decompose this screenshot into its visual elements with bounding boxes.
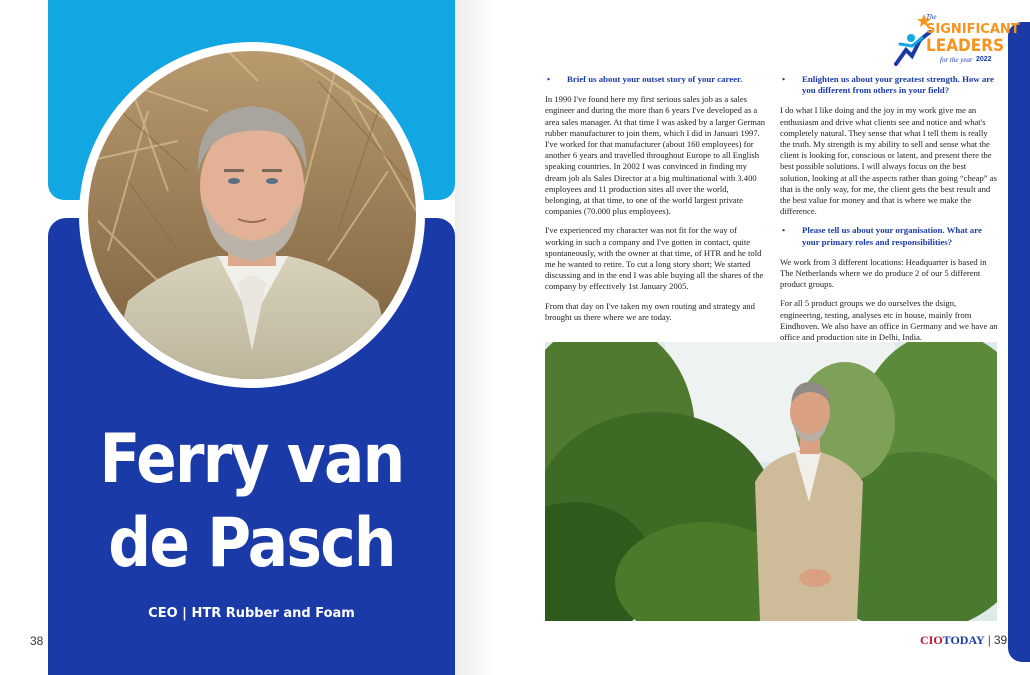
name-line-2: de Pasch [108,504,395,583]
logo-for-the-year: for the year [940,56,973,64]
question-heading [545,74,767,85]
answer-paragraph: I do what I like doing and the joy in my work give me an enthusiasm and drive what clients see and notice and what's completely natural. They sense that what I tell them is really the truth. My strength is my ability to sell and sense what the client is looking for, conscious or latent, and present there the best possible solutions. I will always focus on the best solution, looking at all the aspects rather than going “cheap” as that is the only way, for me, the client gets the best result and the best value for money and that is where we make the difference. [780,105,997,217]
article-column-left [545,74,767,331]
question-text: Please tell us about your organisation. What are your primary roles and responsibilities? [802,225,982,247]
article-column-right [780,74,998,351]
footer-separator: | [987,633,991,647]
question-text: Enlighten us about your greatest strength. How are you different from others in your field? [802,74,994,96]
brand-cio: CIO [920,633,943,647]
answer-paragraph: For all 5 product groups we do ourselves the dsign, engineering, testing, analyses etc in house, mainly from Eindhoven. We also have an office in Germany and we have an office and production site in Delhi, India. [780,298,998,343]
portrait-illustration [88,51,416,379]
gutter-shadow [455,0,495,675]
job-title: CEO | HTR Rubber and Foam [148,606,355,621]
logo-year: 2022 [976,56,992,63]
answer-paragraph: We work from 3 different locations: Headquarter is based in The Netherlands where we do produce 2 of our 5 different product groups. [780,256,987,290]
logo-significant: SIGNIFICANT [926,22,1020,37]
logo-leaders: LEADERS [926,36,1005,56]
right-edge-tab [1008,22,1030,662]
interviewee-name [48,418,455,586]
page-number-right: 39 [993,633,1008,647]
name-line-1: Ferry van [99,420,404,499]
page-footer [920,633,1007,648]
answer-paragraph: In 1990 I've found here my first serious sales job as a sales engineer and during the more than 6 years I've developed as a area sales manager. At that time I was asked by a larger German rubber manufacturer to join them, which I did in Januari 1997. I've worked for that manufacturer (about 160 employees) for another 6 years and travelled throughout Europe to all English speaking countries. In 2002 I was convinced in finding my dream job als Sales Director at a big multinational with 3.400 employees and 11 production sites all over the world, belonging, at that time, to one of the world largest private companies (70.000 plus employees). [545,94,766,217]
answer-paragraph: I've experienced my character was not fit for the way of working in such a company and I've gotten in contact, quite spontaneously, with the owner at that time, of HTR and he told me he wanted to retire. To cut a long story short; We started discussing and in the end I was able buying all the shares of the company by effectively 1st January 2005. [545,225,764,292]
bullet-icon: • [547,74,551,84]
brand-today: TODAY [942,633,985,647]
answer-paragraph: From that day on I've taken my own routing and strategy and brought us there where we are today. [545,300,755,322]
bullet-icon: • [782,74,786,84]
bullet-icon: • [782,225,786,236]
question-heading [780,74,998,96]
outdoor-portrait-illustration [545,342,997,621]
portrait-photo [88,51,416,379]
outdoor-photo [545,342,997,621]
logo-the: The [926,13,937,21]
question-text: Brief us about your outset story of your career. [567,74,743,84]
question-heading [780,225,998,247]
page-number-left: 38 [30,634,44,648]
